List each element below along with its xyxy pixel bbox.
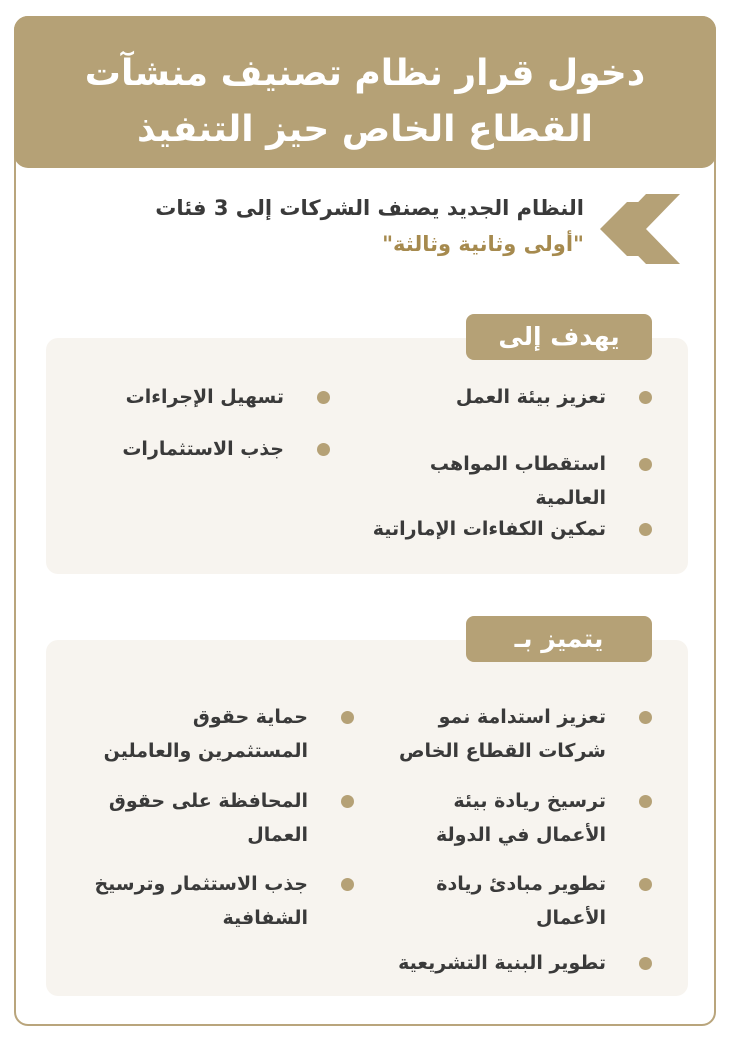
feature-item: حماية حقوق المستثمرين والعاملين <box>103 706 308 762</box>
bullet-dot <box>639 391 652 404</box>
bullet-dot <box>341 878 354 891</box>
bullet-dot <box>639 711 652 724</box>
goal-item: تمكين الكفاءات الإماراتية <box>372 518 606 540</box>
bullet-dot <box>341 795 354 808</box>
bullet-dot <box>639 523 652 536</box>
bullet-dot <box>639 878 652 891</box>
bullet-dot <box>341 711 354 724</box>
goal-item: تعزيز بيئة العمل <box>455 386 606 408</box>
bullet-dot <box>639 957 652 970</box>
feature-item: تطوير البنية التشريعية <box>398 952 606 974</box>
goal-item: تسهيل الإجراءات <box>125 386 284 408</box>
page-title: دخول قرار نظام تصنيف منشآت القطاع الخاص حيز التنفيذ <box>84 53 646 150</box>
intro-line-2: "أولى وثانية وثالثة" <box>382 232 584 256</box>
feature-item: جذب الاستثمار وترسيخ الشفافية <box>94 873 308 929</box>
chevron-double-left-icon <box>600 192 692 266</box>
header-banner <box>14 16 716 168</box>
feature-item: تطوير مبادئ ريادة الأعمال <box>436 873 606 929</box>
intro-text <box>155 190 584 262</box>
bullet-dot <box>317 391 330 404</box>
goal-item: استقطاب المواهب العالمية <box>429 453 606 509</box>
feature-item: تعزيز استدامة نمو شركات القطاع الخاص <box>399 706 606 762</box>
intro-line-1: النظام الجديد يصنف الشركات إلى 3 فئات <box>155 196 584 220</box>
bullet-dot <box>317 443 330 456</box>
feature-item: المحافظة على حقوق العمال <box>108 790 308 846</box>
goal-item: جذب الاستثمارات <box>122 438 284 460</box>
feature-item: ترسيخ ريادة بيئة الأعمال في الدولة <box>436 790 606 846</box>
bullet-dot <box>639 795 652 808</box>
goals-heading: يهدف إلى <box>466 314 652 360</box>
bullet-dot <box>639 458 652 471</box>
features-heading: يتميز بـ <box>466 616 652 662</box>
